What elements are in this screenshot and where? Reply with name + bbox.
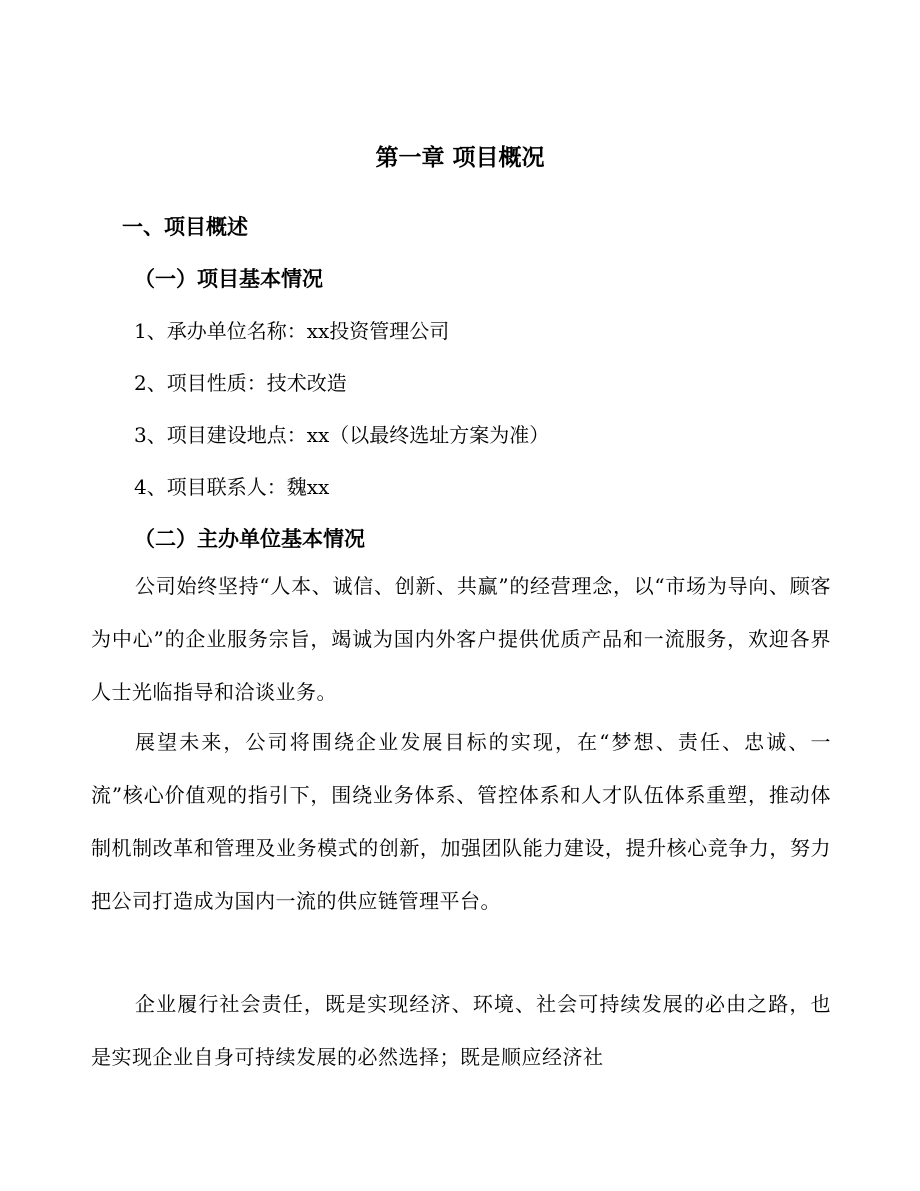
chapter-title: 第一章 项目概况 xyxy=(375,145,545,171)
list-item-project-contact: 4、项目联系人：魏xx xyxy=(134,475,330,499)
list-item-project-location: 3、项目建设地点：xx（以最终选址方案为准） xyxy=(134,423,550,447)
paragraph-future-outlook: 展望未来，公司将围绕企业发展目标的实现，在“梦想、责任、忠诚、一流”核心价值观的指引下，围绕业务体系、管控体系和人才队伍体系重塑，推动体制机制改革和管理及业务模式的创新，加强团队能力建设，提升核心竞争力，努力把公司打造成为国内一流的供应链管理平台。 xyxy=(91,730,831,913)
subsection-heading-host-company: （二）主办单位基本情况 xyxy=(134,527,365,551)
list-item-organizer-name: 1、承办单位名称：xx投资管理公司 xyxy=(134,319,450,343)
section-heading-overview: 一、项目概述 xyxy=(122,215,248,239)
subsection-heading-basic-info: （一）项目基本情况 xyxy=(134,267,323,291)
paragraph-business-philosophy: 公司始终坚持“人本、诚信、创新、共赢”的经营理念，以“市场为导向、顾客为中心”的企业服务宗旨，竭诚为国内外客户提供优质产品和一流服务，欢迎各界人士光临指导和洽谈业务。 xyxy=(91,574,831,704)
list-item-project-nature: 2、项目性质：技术改造 xyxy=(134,371,347,395)
paragraph-social-responsibility: 企业履行社会责任，既是实现经济、环境、社会可持续发展的必由之路，也是实现企业自身可持续发展的必然选择；既是顺应经济社 xyxy=(91,992,831,1069)
